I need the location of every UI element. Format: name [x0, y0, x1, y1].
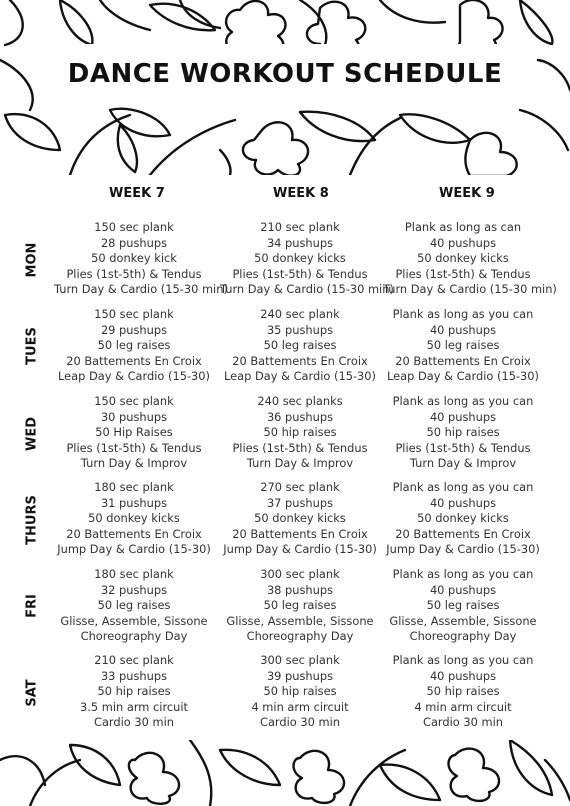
- exercise-line: 36 pushups: [266, 409, 334, 424]
- exercise-line: 40 pushups: [429, 495, 497, 510]
- exercise-line: 180 sec plank: [94, 480, 174, 494]
- exercise-line: Plies (1st-5th) & Tendus: [232, 440, 368, 455]
- exercise-line: 210 sec plank: [260, 220, 340, 234]
- exercise-line: 34 pushups: [266, 235, 334, 250]
- leaf-icon: [380, 0, 445, 23]
- exercise-line: Leap Day & Cardio (15-30): [58, 369, 210, 384]
- exercise-line: Plies (1st-5th) & Tendus: [66, 440, 202, 455]
- exercise-line: 50 donkey kicks: [254, 511, 346, 526]
- exercise-line: 3.5 min arm circuit: [80, 699, 188, 714]
- schedule-cell: [54, 567, 214, 645]
- exercise-line: 300 sec plank: [260, 567, 340, 581]
- flower-icon: [129, 753, 179, 804]
- leaf-icon: [400, 114, 470, 142]
- exercise-line: 50 hip raises: [97, 684, 171, 699]
- exercise-line: Plies (1st-5th) & Tendus: [395, 266, 531, 281]
- exercise-line: Plank as long as you can: [392, 480, 534, 494]
- exercise-line: 28 pushups: [100, 235, 168, 250]
- exercise-line: 20 Battements En Croix: [232, 526, 368, 541]
- flower-icon: [465, 133, 516, 175]
- schedule-cell: [383, 653, 543, 731]
- exercise-line: Glisse, Assemble, Sissone: [60, 613, 208, 628]
- leaf-icon: [520, 110, 568, 150]
- exercise-line: Turn Day & Cardio (15-30 min): [220, 282, 394, 297]
- exercise-line: 50 donkey kicks: [417, 511, 509, 526]
- schedule-cell: [220, 220, 394, 298]
- exercise-line: Turn Day & Improv: [80, 456, 188, 471]
- leaf-icon: [220, 150, 231, 175]
- flower-icon: [449, 749, 500, 801]
- exercise-line: 50 leg raises: [97, 338, 171, 353]
- exercise-line: 50 leg raises: [426, 338, 500, 353]
- exercise-line: Cardio 30 min: [423, 715, 503, 730]
- leaf-icon: [380, 765, 440, 800]
- exercise-line: 40 pushups: [429, 582, 497, 597]
- exercise-line: 50 hip raises: [263, 684, 337, 699]
- exercise-line: 29 pushups: [100, 322, 168, 337]
- exercise-line: 50 donkey kicks: [254, 251, 346, 266]
- leaf-icon: [0, 756, 45, 785]
- exercise-line: Choreography Day: [409, 629, 517, 644]
- schedule-cell: [383, 567, 543, 645]
- exercise-line: Plank as long as you can: [392, 307, 534, 321]
- exercise-line: Leap Day & Cardio (15-30): [387, 369, 539, 384]
- floral-border-bottom: [0, 740, 570, 806]
- flower-icon: [294, 751, 345, 803]
- schedule-cell: [383, 220, 557, 298]
- exercise-line: Choreography Day: [80, 629, 188, 644]
- stem-icon: [100, 0, 150, 30]
- schedule-cell: [220, 394, 380, 472]
- leaf-icon: [220, 750, 280, 785]
- exercise-line: 240 sec planks: [257, 394, 343, 408]
- exercise-line: 50 donkey kicks: [88, 511, 180, 526]
- week-header-7: WEEK 7: [109, 186, 165, 201]
- exercise-line: 20 Battements En Croix: [232, 353, 368, 368]
- exercise-line: Plank as long as can: [404, 220, 522, 234]
- exercise-line: 32 pushups: [100, 582, 168, 597]
- stem-icon: [150, 120, 235, 175]
- exercise-line: Turn Day & Improv: [246, 456, 354, 471]
- exercise-line: 50 Hip Raises: [95, 425, 173, 440]
- leaf-icon: [300, 112, 375, 141]
- exercise-line: 20 Battements En Croix: [395, 353, 531, 368]
- leaf-icon: [510, 740, 552, 795]
- schedule-cell: [220, 480, 380, 558]
- schedule-cell: [220, 653, 380, 731]
- exercise-line: Jump Day & Cardio (15-30): [223, 542, 377, 557]
- exercise-line: 50 leg raises: [97, 598, 171, 613]
- day-label-mon: MON: [24, 242, 40, 278]
- exercise-line: 270 sec plank: [260, 480, 340, 494]
- exercise-line: Plies (1st-5th) & Tendus: [232, 266, 368, 281]
- leaf-icon: [60, 0, 92, 45]
- leaf-icon: [5, 114, 60, 150]
- schedule-cell: [383, 480, 543, 558]
- exercise-line: 50 leg raises: [263, 338, 337, 353]
- leaf-icon: [0, 60, 33, 110]
- leaf-icon: [70, 745, 120, 785]
- day-label-sat: SAT: [24, 679, 40, 707]
- leaf-icon: [350, 750, 405, 806]
- schedule-cell: [54, 653, 214, 731]
- week-header-9: WEEK 9: [439, 186, 495, 201]
- exercise-line: Jump Day & Cardio (15-30): [386, 542, 540, 557]
- stem-icon: [350, 118, 400, 175]
- exercise-line: 150 sec plank: [94, 307, 174, 321]
- exercise-line: 4 min arm circuit: [251, 699, 349, 714]
- day-label-tues: TUES: [24, 327, 40, 365]
- schedule-cell: [220, 307, 380, 385]
- schedule-cell: [383, 307, 543, 385]
- exercise-line: Plank as long as you can: [392, 653, 534, 667]
- exercise-line: Leap Day & Cardio (15-30): [224, 369, 376, 384]
- exercise-line: 20 Battements En Croix: [395, 526, 531, 541]
- exercise-line: 4 min arm circuit: [414, 699, 512, 714]
- exercise-line: Turn Day & Cardio (15-30 min): [383, 282, 557, 297]
- exercise-line: 20 Battements En Croix: [66, 353, 202, 368]
- exercise-line: Glisse, Assemble, Sissone: [226, 613, 374, 628]
- schedule-cell: [54, 394, 214, 472]
- exercise-line: 35 pushups: [266, 322, 334, 337]
- exercise-line: 38 pushups: [266, 582, 334, 597]
- exercise-line: 39 pushups: [266, 668, 334, 683]
- exercise-line: Glisse, Assemble, Sissone: [389, 613, 537, 628]
- day-label-fri: FRI: [24, 594, 40, 618]
- exercise-line: 50 hip raises: [263, 425, 337, 440]
- exercise-line: 50 hip raises: [426, 684, 500, 699]
- leaf-icon: [538, 60, 570, 90]
- exercise-line: 150 sec plank: [94, 220, 174, 234]
- page-title: DANCE WORKOUT SCHEDULE: [67, 59, 503, 89]
- day-label-thurs: THURS: [24, 495, 40, 545]
- schedule-cell: [220, 567, 380, 645]
- schedule-cell: [54, 307, 214, 385]
- exercise-line: Plank as long as you can: [392, 394, 534, 408]
- exercise-line: Jump Day & Cardio (15-30): [57, 542, 211, 557]
- week-header-8: WEEK 8: [273, 186, 329, 201]
- exercise-line: 180 sec plank: [94, 567, 174, 581]
- exercise-line: Plies (1st-5th) & Tendus: [66, 266, 202, 281]
- exercise-line: 300 sec plank: [260, 653, 340, 667]
- exercise-line: 240 sec plank: [260, 307, 340, 321]
- flower-icon: [243, 122, 308, 175]
- exercise-line: 40 pushups: [429, 235, 497, 250]
- exercise-line: 50 donkey kicks: [417, 251, 509, 266]
- exercise-line: 37 pushups: [266, 495, 334, 510]
- exercise-line: 150 sec plank: [94, 394, 174, 408]
- leaf-icon: [190, 740, 211, 806]
- exercise-line: Choreography Day: [246, 629, 354, 644]
- schedule-cell: [54, 480, 214, 558]
- exercise-line: 40 pushups: [429, 409, 497, 424]
- schedule-cell: [54, 220, 228, 298]
- leaf-icon: [5, 0, 23, 45]
- exercise-line: Turn Day & Cardio (15-30 min): [54, 282, 228, 297]
- exercise-line: Cardio 30 min: [94, 715, 174, 730]
- exercise-line: Turn Day & Improv: [409, 456, 517, 471]
- exercise-line: 50 leg raises: [426, 598, 500, 613]
- title-band: [62, 44, 508, 104]
- exercise-line: 210 sec plank: [94, 653, 174, 667]
- exercise-line: 50 hip raises: [426, 425, 500, 440]
- exercise-line: Cardio 30 min: [260, 715, 340, 730]
- exercise-line: 31 pushups: [100, 495, 168, 510]
- exercise-line: 50 leg raises: [263, 598, 337, 613]
- leaf-icon: [520, 0, 552, 44]
- exercise-line: 40 pushups: [429, 668, 497, 683]
- schedule-cell: [383, 394, 543, 472]
- exercise-line: 33 pushups: [100, 668, 168, 683]
- exercise-line: Plank as long as you can: [392, 567, 534, 581]
- exercise-line: 20 Battements En Croix: [66, 526, 202, 541]
- exercise-line: Plies (1st-5th) & Tendus: [395, 440, 531, 455]
- exercise-line: 40 pushups: [429, 322, 497, 337]
- day-label-wed: WED: [24, 416, 40, 452]
- exercise-line: 30 pushups: [100, 409, 168, 424]
- exercise-line: 50 donkey kick: [91, 251, 177, 266]
